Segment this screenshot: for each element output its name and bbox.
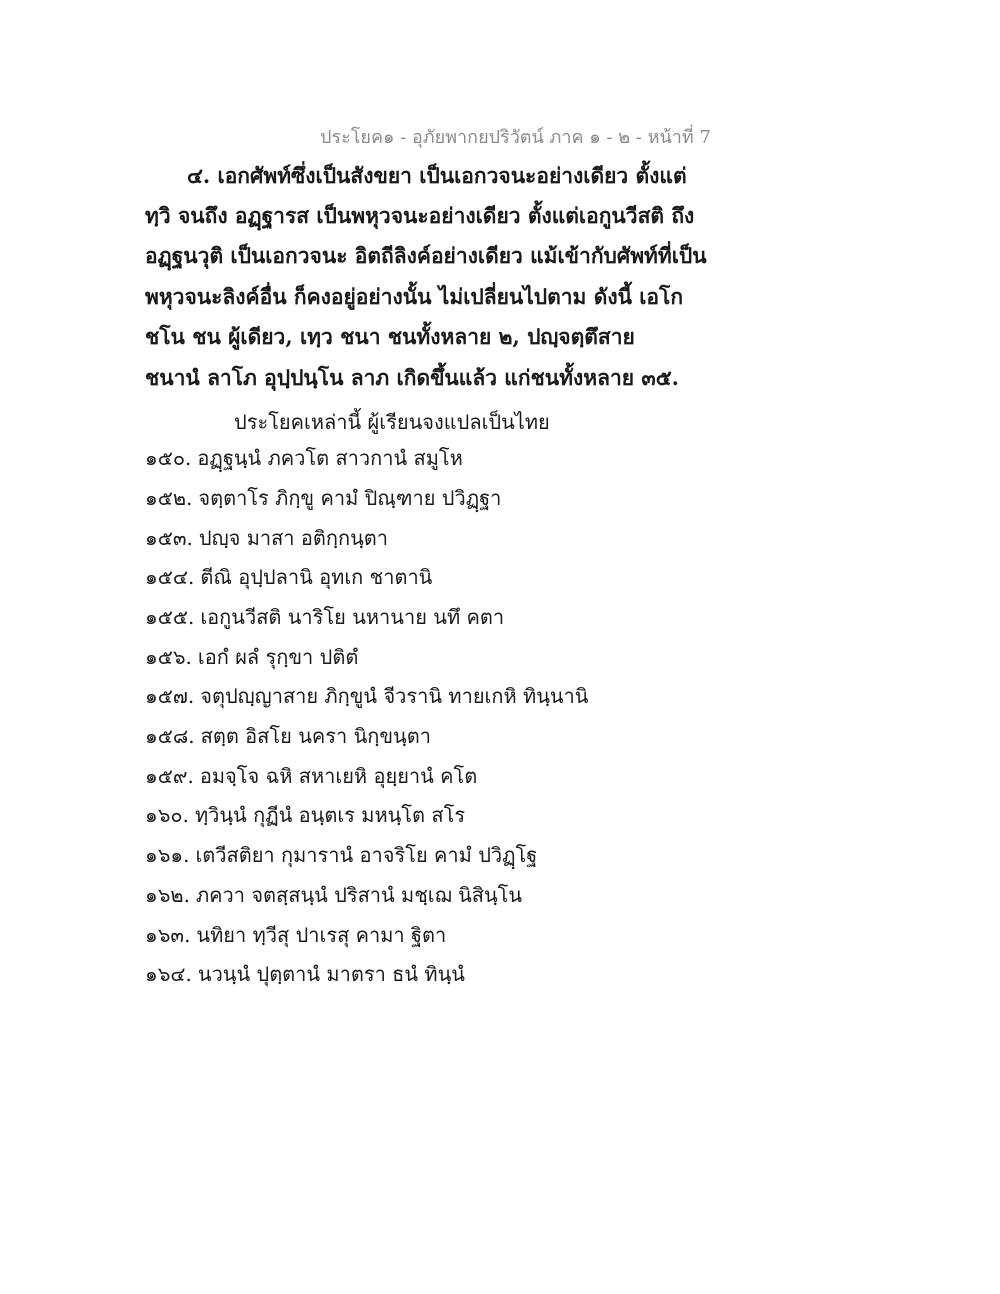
exercise-text: ทฺวินฺนํ กุฏีนํ อนฺตเร มหนฺโต สโร	[194, 803, 466, 827]
rule-line: ชนานํ ลาโภ อุปฺปนฺโน ลาภ เกิดขึ้นแล้ว แก่ชนทั้งหลาย ๓๕.	[145, 365, 679, 390]
exercise-text: สตฺต อิสโย นครา นิกฺขนฺตา	[200, 724, 431, 748]
exercise-number: ๑๕๒.	[145, 486, 193, 510]
exercise-text: จตฺตาโร ภิกฺขู คามํ ปิณฺฑาย ปวิฏฺฐา	[198, 486, 502, 510]
exercise-text: นทิยา ทฺวีสุ ปาเรสุ คามา ฐิตา	[196, 923, 447, 947]
exercise-item	[145, 845, 537, 865]
exercise-item	[145, 686, 588, 706]
exercise-item	[145, 885, 522, 905]
exercise-item	[145, 726, 431, 746]
exercise-instruction: ประโยคเหล่านี้ ผู้เรียนจงแปลเป็นไทย	[234, 410, 550, 434]
exercise-text: เอกํ ผลํ รุกฺขา ปติตํ	[197, 645, 359, 669]
exercise-item	[145, 766, 477, 786]
exercise-item	[145, 607, 504, 627]
exercise-item	[145, 925, 446, 945]
exercise-text: นวนฺนํ ปุตฺตานํ มาตรา ธนํ ทินฺนํ	[197, 962, 465, 986]
rule-line: ชโน ชน ผู้เดียว, เทฺว ชนา ชนทั้งหลาย ๒, ปญฺจตฺตึสาย	[145, 324, 635, 349]
exercise-text: ตีณิ อุปฺปลานิ อุทเก ชาตานิ	[200, 565, 433, 589]
exercise-number: ๑๕๘.	[145, 724, 195, 748]
exercise-item	[145, 448, 463, 468]
exercise-number: ๑๕๓.	[145, 526, 193, 550]
exercise-item	[145, 647, 358, 667]
exercise-number: ๑๖๔.	[145, 962, 192, 986]
rule-line: พหุวจนะลิงค์อื่น ก็คงอยู่อย่างนั้น ไม่เปลี่ยนไปตาม ดังนี้ เอโก	[145, 284, 684, 309]
exercise-number: ๑๕๕.	[145, 605, 195, 629]
exercise-text: เตวีสติยา กุมารานํ อาจริโย คามํ ปวิฏฺโฐ	[195, 843, 538, 867]
exercise-text: ปญฺจ มาสา อติกฺกนฺตา	[198, 526, 389, 550]
exercise-item	[145, 805, 465, 825]
exercise-item	[145, 488, 501, 508]
rule-line: อฏฺฐนวุติ เป็นเอกวจนะ อิตถีลิงค์อย่างเดียว แม้เข้ากับศัพท์ที่เป็น	[145, 243, 707, 268]
exercise-text: เอกูนวีสติ นาริโย นหานาย นทึ คตา	[200, 605, 505, 629]
exercise-number: ๑๕๙.	[145, 764, 194, 788]
exercise-text: อมจฺโจ ฉหิ สหาเยหิ อุยฺยานํ คโต	[199, 764, 478, 788]
rule-line: ทฺวิ จนถึง อฏฺฐารส เป็นพหุวจนะอย่างเดียว ตั้งแต่เอกูนวีสติ ถึง	[145, 203, 695, 228]
exercise-item	[145, 567, 432, 587]
exercise-text: ภควา จตสฺสนฺนํ ปริสานํ มชฺเฌ นิสินฺโน	[195, 883, 523, 907]
exercise-number: ๑๕๗.	[145, 684, 195, 708]
exercise-number: ๑๖๐.	[145, 803, 189, 827]
exercise-number: ๑๖๓.	[145, 923, 191, 947]
exercise-item	[145, 528, 388, 548]
exercise-text: จตุปญฺญาสาย ภิกฺขูนํ จีวรานิ ทายเกหิ ทินฺนานิ	[200, 684, 589, 708]
exercise-number: ๑๕๔.	[145, 565, 195, 589]
exercise-number: ๑๕๐.	[145, 446, 192, 470]
exercise-item	[145, 964, 465, 984]
exercise-text: อฏฺฐนฺนํ ภควโต สาวกานํ สมูโห	[197, 446, 463, 470]
running-header: ประโยค๑ - อุภัยพากยปริวัตน์ ภาค ๑ - ๒ - หน้าที่ 7	[320, 127, 711, 148]
exercise-number: ๑๖๒.	[145, 883, 190, 907]
exercise-number: ๑๕๖.	[145, 645, 192, 669]
rule-line: ๔. เอกศัพท์ซึ่งเป็นสังขยา เป็นเอกวจนะอย่างเดียว ตั้งแต่	[187, 163, 687, 188]
exercise-number: ๑๖๑.	[145, 843, 190, 867]
